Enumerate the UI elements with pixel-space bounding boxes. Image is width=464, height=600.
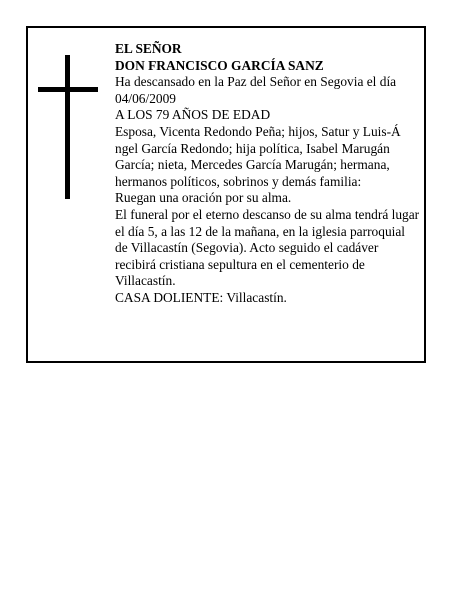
- mourning-house-text: CASA DOLIENTE: Villacastín.: [115, 289, 287, 305]
- notice-title-line-2: DON FRANCISCO GARCÍA SANZ: [115, 57, 324, 73]
- family-text-part-2: ngel García Redondo; hija política, Isabel Marugán García; nieta, Mercedes García Marugán; hermana, hermanos políticos, sobrinos y demás familia:: [115, 140, 390, 189]
- cross-icon: [38, 55, 98, 199]
- funeral-text: El funeral por el eterno descanso de su alma tendrá lugar el día 5, a las 12 de la mañana, en la iglesia parroquial de Villacastín (Segovia). Acto seguido el cadáver recibirá cristiana sepultura en el cementerio de Villacastín.: [115, 206, 420, 289]
- obituary-notice: [26, 26, 426, 363]
- notice-text-block: [115, 41, 420, 307]
- prayer-text: Ruegan una oración por su alma.: [115, 190, 292, 206]
- family-text-part-1: Esposa, Vicenta Redondo Peña; hijos, Satur y Luis-Á: [115, 123, 401, 139]
- notice-title-line-1: EL SEÑOR: [115, 41, 182, 56]
- family-text: [115, 124, 420, 190]
- cross-vertical-bar: [65, 55, 70, 199]
- rested-text: Ha descansado en la Paz del Señor en Segovia el día 04/06/2009: [115, 74, 397, 106]
- cross-horizontal-bar: [38, 87, 98, 92]
- age-text: A LOS 79 AÑOS DE EDAD: [115, 107, 271, 123]
